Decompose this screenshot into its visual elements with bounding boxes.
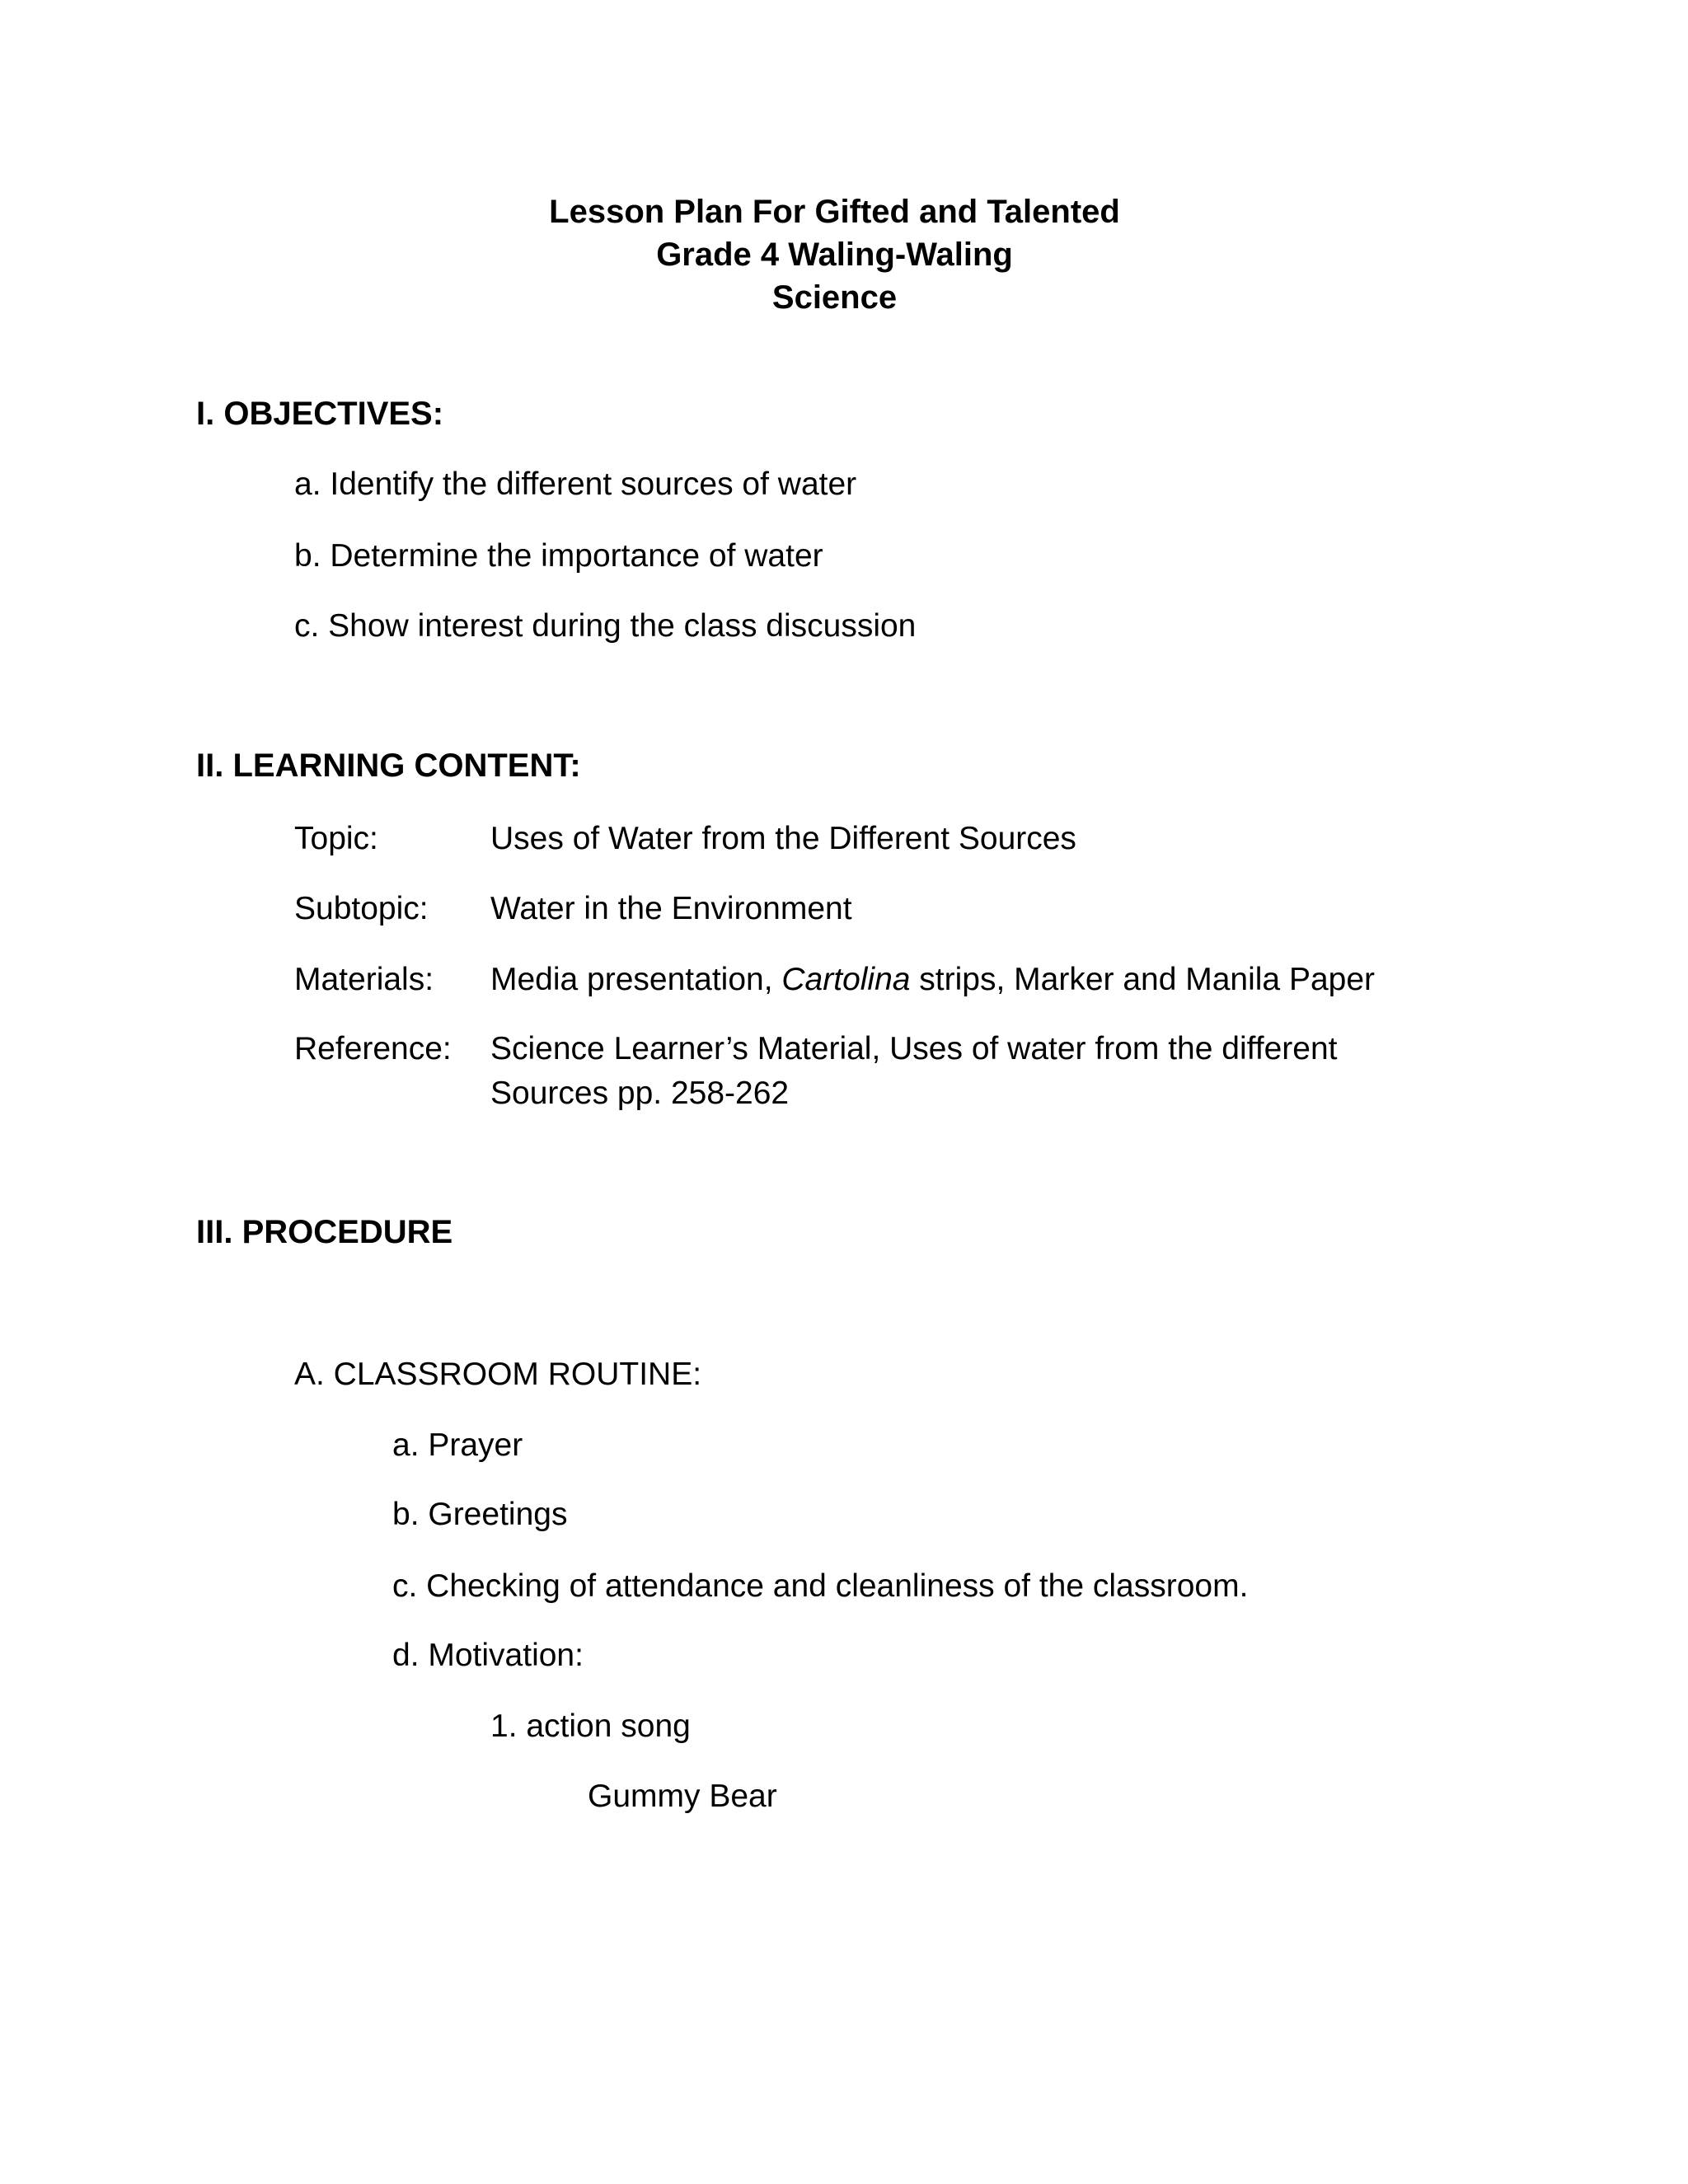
document-subtitle-grade: Grade 4 Waling-Waling bbox=[656, 237, 1013, 273]
document-subtitle-subject: Science bbox=[771, 279, 898, 316]
document-title: Lesson Plan For Gifted and Talented bbox=[549, 194, 1120, 230]
objective-item: b. Determine the importance of water bbox=[294, 538, 823, 574]
reference-value-line2: Sources pp. 258-262 bbox=[490, 1076, 790, 1111]
subtopic-value: Water in the Environment bbox=[490, 891, 852, 926]
objectives-heading: I. OBJECTIVES: bbox=[196, 396, 444, 432]
classroom-routine-heading: A. CLASSROOM ROUTINE: bbox=[294, 1357, 702, 1392]
subtopic-label: Subtopic: bbox=[294, 891, 429, 926]
materials-suffix: strips, Marker and Manila Paper bbox=[910, 962, 1376, 997]
topic-label: Topic: bbox=[294, 821, 378, 856]
routine-item: d. Motivation: bbox=[392, 1638, 584, 1673]
reference-label: Reference: bbox=[294, 1031, 452, 1066]
materials-value bbox=[490, 960, 1375, 1000]
objective-item: a. Identify the different sources of water bbox=[294, 466, 857, 502]
materials-prefix: Media presentation, bbox=[490, 962, 782, 997]
routine-item: b. Greetings bbox=[392, 1497, 568, 1532]
learning-content-heading: II. LEARNING CONTENT: bbox=[196, 748, 581, 784]
materials-italic-term: Cartolina bbox=[781, 962, 911, 997]
objective-item: c. Show interest during the class discussion bbox=[294, 608, 917, 644]
reference-value-line1: Science Learner’s Material, Uses of water from the different bbox=[490, 1031, 1338, 1066]
routine-item: c. Checking of attendance and cleanliness of the classroom. bbox=[392, 1568, 1249, 1604]
materials-label: Materials: bbox=[294, 962, 434, 997]
routine-item: a. Prayer bbox=[392, 1427, 523, 1463]
motivation-item: 1. action song bbox=[490, 1708, 691, 1744]
song-title: Gummy Bear bbox=[588, 1779, 777, 1814]
procedure-heading: III. PROCEDURE bbox=[196, 1214, 453, 1250]
topic-value: Uses of Water from the Different Sources bbox=[490, 821, 1076, 856]
